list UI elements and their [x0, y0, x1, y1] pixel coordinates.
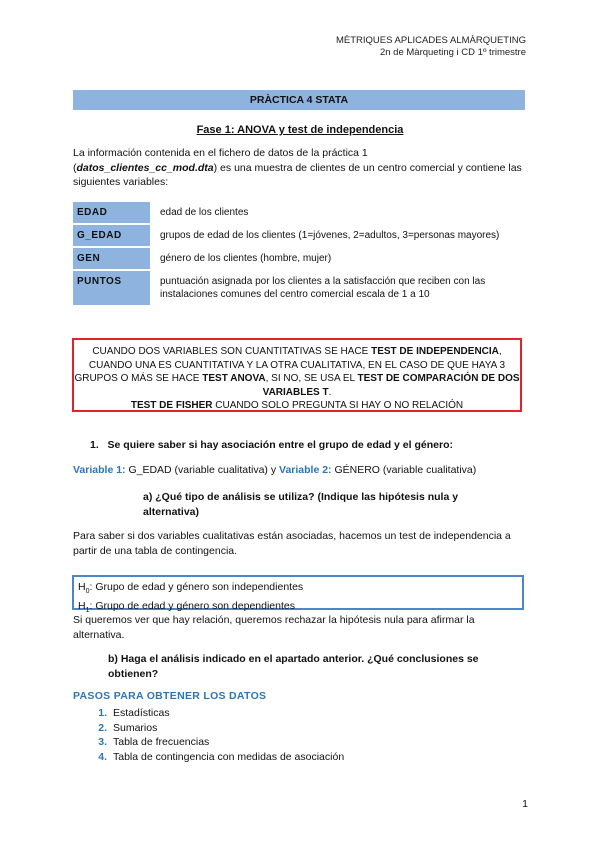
list-item — [73, 706, 344, 721]
rule-text: CUANDO DOS VARIABLES SON CUANTITATIVAS SE HACE — [92, 346, 372, 357]
steps-heading: PASOS PARA OBTENER LOS DATOS — [73, 690, 267, 702]
question-1 — [90, 439, 453, 451]
variables-line — [73, 464, 476, 476]
header-line-1: MÈTRIQUES APLICADES ALMÀRQUETING — [335, 35, 526, 46]
h0-label: H — [78, 581, 86, 593]
header-course — [336, 35, 526, 59]
page-title: PRÀCTICA 4 STATA — [73, 90, 525, 110]
intro-paragraph — [73, 146, 528, 190]
answer-a-paragraph: Para saber si dos variables cualitativas están asociadas, hacemos un test de independencia a partir de una tabla de contingencia. — [73, 530, 511, 557]
step-label: Estadísticas — [113, 707, 170, 719]
step-label: Tabla de contingencia con medidas de asociación — [113, 750, 345, 763]
step-label: Tabla de frecuencias — [113, 736, 210, 748]
step-number: 4. — [98, 750, 107, 763]
table-row — [73, 248, 525, 269]
steps-list — [73, 706, 344, 764]
section-heading: Fase 1: ANOVA y test de independencia — [196, 124, 404, 136]
intro-close-paren: ) — [213, 161, 218, 174]
variable-name: EDAD — [73, 202, 150, 223]
h0-sub: 0 — [85, 588, 90, 596]
list-item — [73, 750, 344, 765]
rule-bold: TEST DE COMPARACIÓN DE DOS VARIABLES T — [262, 373, 520, 398]
list-item — [73, 735, 344, 750]
h0-text: : Grupo de edad y género son independientes — [89, 581, 304, 593]
rule-text: . — [328, 386, 332, 398]
hypotheses-box — [72, 575, 524, 615]
table-row — [73, 202, 525, 223]
step-number: 3. — [98, 736, 107, 748]
null-hypothesis — [78, 580, 518, 599]
h1-text: : Grupo de edad y género son dependientes — [89, 600, 295, 613]
intro-open-paren: ( — [73, 161, 77, 174]
rule-bold: TEST DE INDEPENDENCIA — [371, 346, 499, 357]
data-filename: datos_clientes_cc_mod.dta — [76, 161, 214, 174]
reject-paragraph: Si queremos ver que hay relación, queremos rechazar la hipótesis nula para afirmar la alternativa. — [73, 614, 475, 641]
variables-table — [73, 200, 525, 307]
rule-text: , SI NO, SE USA EL — [265, 373, 358, 384]
table-row — [73, 271, 525, 305]
h1-sub: 1 — [85, 607, 90, 615]
variable-1-label: Variable 1: — [73, 464, 126, 476]
rule-bold: TEST ANOVA — [202, 373, 266, 384]
variable-desc: puntuación asignada por los clientes a la satisfacción que reciben con las instalaciones comunes del centro comercial escala de 1 a 10 — [160, 276, 486, 300]
intro-text-1: La información contenida en el fichero de datos de la práctica 1 — [73, 147, 368, 159]
variable-name: G_EDAD — [73, 225, 150, 246]
rule-bold: TEST DE FISHER — [130, 400, 213, 411]
intro-text-2: es una muestra de clientes de un centro comercial y contiene las siguientes variables: — [73, 161, 522, 188]
header-line-2: 2n de Màrqueting i CD 1º trimestre — [379, 47, 526, 58]
rule-text: , CUANDO UNA ES CUANTITATIVA Y LA OTRA CUALITATIVA, EN EL CASO DE QUE HAYA 3 GRUPOS O MÁS SE HACE — [74, 346, 506, 384]
variable-desc: edad de los clientes — [160, 207, 249, 218]
step-label: Sumarios — [113, 721, 158, 734]
variable-1-text: G_EDAD (variable cualitativa) y — [125, 464, 280, 476]
table-row — [73, 225, 525, 246]
variable-2-text: GÉNERO (variable cualitativa) — [331, 464, 477, 476]
sub-question-a: a) ¿Qué tipo de análisis se utiliza? (Indique las hipótesis nula y alternativa) — [143, 491, 459, 518]
list-item — [73, 721, 344, 736]
sub-question-b: b) Haga el análisis indicado en el apartado anterior. ¿Qué conclusiones se obtienen? — [108, 653, 479, 680]
variable-name: GEN — [73, 248, 150, 269]
page-number: 1 — [522, 798, 528, 810]
step-number: 1. — [98, 707, 107, 719]
rule-text: CUANDO SOLO PREGUNTA SI HAY O NO RELACIÓN — [212, 400, 464, 411]
h1-label: H — [78, 600, 86, 613]
variable-desc: género de los clientes (hombre, mujer) — [160, 253, 332, 264]
step-number: 2. — [98, 721, 107, 734]
question-text: Se quiere saber si hay asociación entre el grupo de edad y el género: — [107, 439, 453, 451]
question-number: 1. — [90, 439, 99, 451]
test-rules-box — [72, 338, 522, 412]
variable-name: PUNTOS — [73, 271, 150, 305]
variable-desc: grupos de edad de los clientes (1=jóvenes, 2=adultos, 3=personas mayores) — [160, 230, 500, 241]
variable-2-label: Variable 2: — [279, 464, 332, 476]
